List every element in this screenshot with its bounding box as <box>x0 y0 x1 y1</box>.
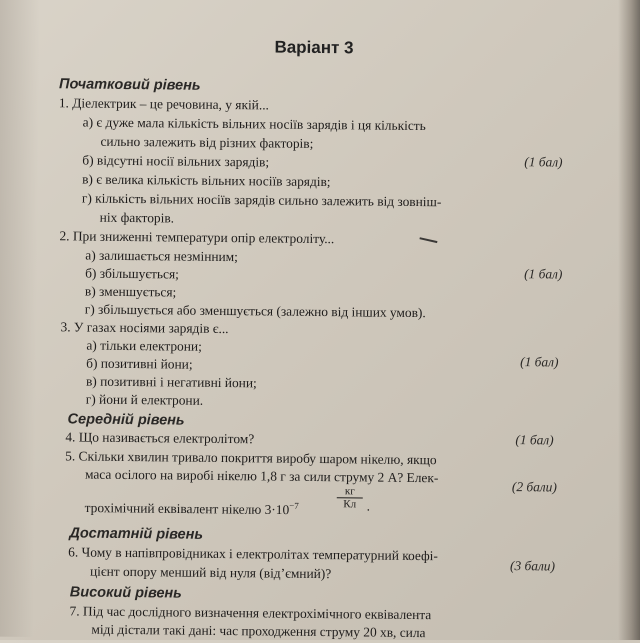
q1-question: 1. Діелектрик – це речовина, у якій... <box>58 95 270 113</box>
q5-line2: маса осілого на виробі нікелю 1,8 г за сили струму 2 А? Елек- <box>84 466 439 486</box>
q1-option-a-line2: сильно залежить від різних факторів; <box>100 133 314 151</box>
q5-unit-denominator: Кл <box>343 498 357 511</box>
q3-question: 3. У газах носіями зарядів є... <box>60 319 229 337</box>
q6-line2: цієнт опору менший від нуля (від’ємний)? <box>89 563 332 582</box>
q2-option-c: в) зменшується; <box>84 283 177 300</box>
q2-points: (1 бал) <box>524 266 563 282</box>
q3-option-b: б) позитивні йони; <box>86 355 193 372</box>
q5-line3 <box>85 496 299 519</box>
q7-line1: 7. Під час дослідного визначення електрохімічного еквівалента <box>69 603 432 623</box>
q1-option-d-line1: г) кількість вільних носіїв зарядів сильно залежить від зовніш- <box>81 190 442 210</box>
q5-points: (2 бали) <box>511 479 557 495</box>
q5-unit-numerator: кг <box>337 485 363 498</box>
page-shading <box>0 0 40 637</box>
q1-option-c: в) є велика кількість вільних носіїв зарядів; <box>82 171 331 190</box>
q6-points: (3 бали) <box>510 558 556 574</box>
q4-points: (1 бал) <box>515 432 554 448</box>
q3-option-d: г) йони й електрони. <box>85 391 204 408</box>
level-medium-heading: Середній рівень <box>67 411 185 429</box>
pen-mark <box>420 237 438 242</box>
q2-option-d: г) збільшується або зменшується (залежно від інших умов). <box>84 301 426 321</box>
level-initial-heading: Початковий рівень <box>59 76 201 94</box>
level-sufficient-heading: Достатній рівень <box>69 525 204 543</box>
q1-option-a-line1: а) є дуже мала кількість вільних носіїв зарядів і ця кількість <box>82 114 426 134</box>
q6-line1: 6. Чому в напівпровідниках і електролітах температурний коефі- <box>68 544 438 564</box>
q3-points: (1 бал) <box>520 354 559 370</box>
q3-option-a: а) тільки електрони; <box>86 337 202 354</box>
q5-line1: 5. Скільки хвилин тривало покриття виробу шаром нікелю, якщо <box>65 448 437 468</box>
q5-line3-text: трохімічний еквівалент нікелю 3·10 <box>84 500 290 518</box>
level-high-heading: Високий рівень <box>69 584 182 602</box>
q5-exponent: −7 <box>289 500 299 511</box>
q2-option-a: а) залишається незмінним; <box>85 247 239 265</box>
q1-option-d-line2: ніх факторів. <box>99 209 175 226</box>
q4-question: 4. Що називається електролітом? <box>65 429 255 447</box>
page-edge-shadow <box>618 0 640 640</box>
q1-points: (1 бал) <box>524 154 563 170</box>
q7-line2: міді дістали такі дані: час проходження струму 20 хв, сила <box>91 621 426 641</box>
variant-title: Варіант 3 <box>274 37 354 58</box>
q3-option-c: в) позитивні і негативні йони; <box>85 373 257 391</box>
q5-period: . <box>366 498 371 514</box>
q1-option-b: б) відсутні носії вільних зарядів; <box>82 152 270 170</box>
q5-unit-fraction <box>337 485 363 511</box>
q2-question: 2. При зниженні температури опір електроліту... <box>59 228 335 247</box>
q2-option-b: б) збільшується; <box>85 265 179 282</box>
